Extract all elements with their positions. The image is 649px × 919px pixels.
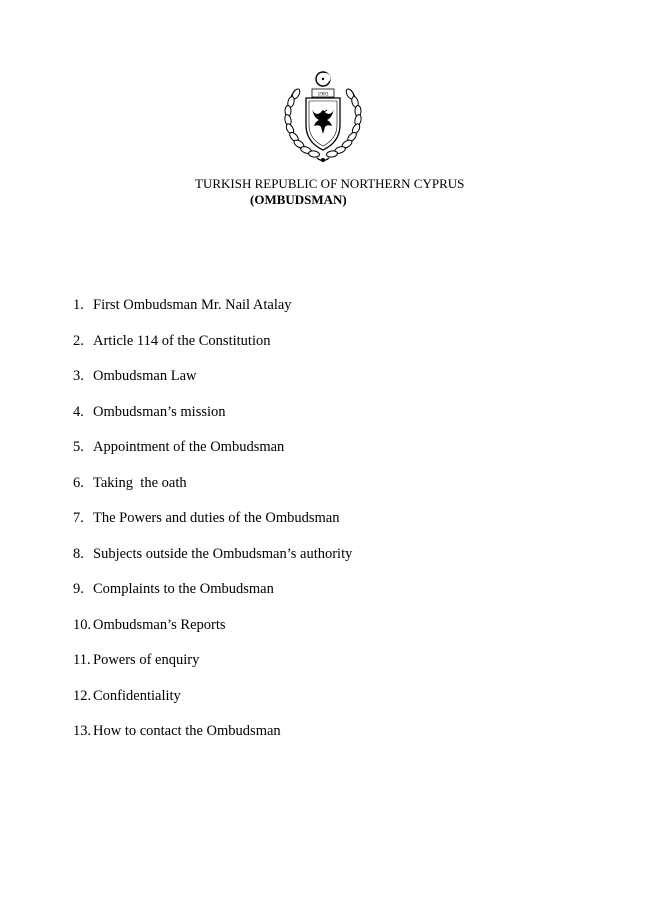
office-title: (OMBUDSMAN) — [250, 192, 347, 207]
toc-item-number: 13. — [73, 723, 92, 739]
toc-item — [73, 367, 352, 403]
toc-item-text: Taking the oath — [93, 474, 187, 491]
toc-item-text: The Powers and duties of the Ombudsman — [93, 510, 340, 526]
toc-item-number: 9. — [73, 581, 84, 597]
coat-of-arms-emblem-icon — [279, 70, 367, 166]
toc-item-number: 8. — [73, 545, 84, 562]
crescent-star-icon — [316, 72, 331, 86]
toc-item — [73, 403, 352, 439]
table-of-contents — [73, 296, 352, 758]
toc-item-text: How to contact the Ombudsman — [93, 723, 281, 739]
toc-item — [73, 687, 352, 723]
toc-item-text: Powers of enquiry — [93, 652, 200, 668]
toc-item-number: 5. — [73, 439, 84, 455]
toc-item — [73, 722, 352, 758]
toc-item-number: 7. — [73, 510, 84, 526]
toc-item — [73, 474, 352, 510]
toc-item-text: Appointment of the Ombudsman — [93, 439, 285, 455]
toc-item-text: Subjects outside the Ombudsman’s authority — [93, 545, 353, 562]
toc-item-number: 11. — [73, 652, 91, 668]
toc-item — [73, 332, 352, 368]
toc-item-text: Ombudsman’s mission — [93, 403, 226, 420]
toc-item — [73, 545, 352, 581]
toc-item — [73, 509, 352, 545]
toc-item — [73, 580, 352, 616]
toc-item-text: Article 114 of the Constitution — [93, 332, 271, 349]
emblem-date: 1983 — [317, 91, 329, 98]
toc-item-number: 6. — [73, 474, 84, 491]
toc-item-text: Ombudsman Law — [93, 368, 197, 384]
toc-item-number: 10. — [73, 616, 92, 633]
toc-item-text: Confidentiality — [93, 687, 181, 704]
toc-item-text: Ombudsman’s Reports — [93, 616, 226, 633]
toc-item-number: 12. — [73, 687, 92, 704]
toc-item-number: 3. — [73, 368, 84, 384]
toc-item-number: 4. — [73, 403, 84, 420]
toc-item-text: Complaints to the Ombudsman — [93, 581, 274, 597]
toc-item — [73, 438, 352, 474]
toc-item-number: 2. — [73, 332, 84, 349]
country-name: TURKISH REPUBLIC OF NORTHERN CYPRUS — [195, 176, 465, 191]
toc-item — [73, 616, 352, 652]
toc-item — [73, 651, 352, 687]
toc-item — [73, 296, 352, 332]
toc-item-text: First Ombudsman Mr. Nail Atalay — [93, 297, 292, 313]
toc-item-number: 1. — [73, 297, 84, 313]
